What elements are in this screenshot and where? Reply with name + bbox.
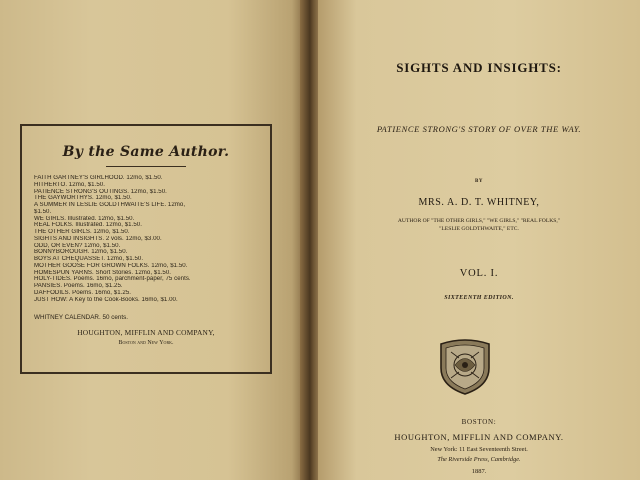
book-list-item: BOYS AT CHEQUASSET. 12mo, $1.50. xyxy=(34,256,144,262)
book-list-item: SIGHTS AND INSIGHTS. 2 vols. 12mo, $3.00. xyxy=(34,235,162,242)
author-works-line-2: "LESLIE GOLDTHWAITE," ETC. xyxy=(439,225,519,232)
edition-label: SIXTEENTH EDITION. xyxy=(444,295,514,301)
book-list-item: FAITH GARTNEY'S GIRLHOOD. 12mo, $1.50. xyxy=(34,175,163,181)
book-list-item: PATIENCE STRONG'S OUTINGS. 12mo, $1.50. xyxy=(34,188,167,195)
author-works xyxy=(318,218,640,233)
book-subtitle: PATIENCE STRONG'S STORY OF OVER THE WAY. xyxy=(376,124,582,134)
same-author-advertisement-box xyxy=(20,124,272,374)
ad-heading-rule xyxy=(106,166,186,167)
book-list-item: ODD, OR EVEN? 12mo, $1.50. xyxy=(34,242,121,249)
author-name: MRS. A. D. T. WHITNEY, xyxy=(418,197,540,208)
book-list-item: BONNYBOROUGH. 12mo, $1.50. xyxy=(34,249,128,256)
book-title: SIGHTS AND INSIGHTS: xyxy=(396,60,562,75)
book-list-item: HOLY-TIDES. Poems. 16mo, parchment-paper, 75 cents. xyxy=(34,276,191,283)
book-list-item: DAFFODILS. Poems. 16mo, $1.25. xyxy=(34,289,132,296)
left-page xyxy=(0,0,304,480)
ad-heading: By the Same Author. xyxy=(62,144,230,160)
volume-label: VOL. I. xyxy=(459,268,499,279)
book-list-item: THE GAYWORTHYS. 12mo, $1.50. xyxy=(34,195,132,202)
book-list-item: A SUMMER IN LESLIE GOLDTHWAITE'S LIFE. 12mo, xyxy=(34,202,186,208)
calendar-line: WHITNEY CALENDAR. 50 cents. xyxy=(34,314,129,322)
author-works-line-1: AUTHOR OF "THE OTHER GIRLS," "WE GIRLS," "REAL FOLKS," xyxy=(397,218,561,224)
book-list-item: REAL FOLKS. Illustrated. 12mo, $1.50. xyxy=(34,222,142,229)
book-list-item: HOMESPUN YARNS. Short Stories. 12mo, $1.50. xyxy=(34,269,172,276)
book-list-item: $1.50. xyxy=(34,208,52,215)
imprint-year: 1887. xyxy=(471,468,487,475)
title-page xyxy=(318,0,640,480)
ad-place: Boston and New York. xyxy=(118,340,174,347)
book-list-item: THE OTHER GIRLS. 12mo, $1.50. xyxy=(34,229,130,235)
ad-publisher: HOUGHTON, MIFFLIN AND COMPANY, xyxy=(77,328,215,338)
book-list-item: JUST HOW: A Key to the Cook-Books. 16mo, $1.00. xyxy=(34,296,178,303)
imprint-publisher: HOUGHTON, MIFFLIN AND COMPANY. xyxy=(394,432,564,442)
publisher-shield-emblem-icon xyxy=(437,338,493,396)
imprint-address: New York: 11 East Seventeenth Street. xyxy=(430,446,528,453)
book-list-item: PANSIES. Poems. 16mo, $1.25. xyxy=(34,283,123,289)
book-list-item: MOTHER GOOSE FOR GROWN FOLKS. 12mo, $1.50. xyxy=(34,262,188,269)
book-list xyxy=(34,175,266,303)
imprint-press: The Riverside Press, Cambridge. xyxy=(437,456,521,463)
book-list-item: HITHERTO. 12mo, $1.50. xyxy=(34,181,105,188)
by-line: BY xyxy=(475,179,483,184)
book-list-item: WE GIRLS. Illustrated. 12mo, $1.50. xyxy=(34,215,135,222)
imprint-place: BOSTON: xyxy=(461,418,497,426)
